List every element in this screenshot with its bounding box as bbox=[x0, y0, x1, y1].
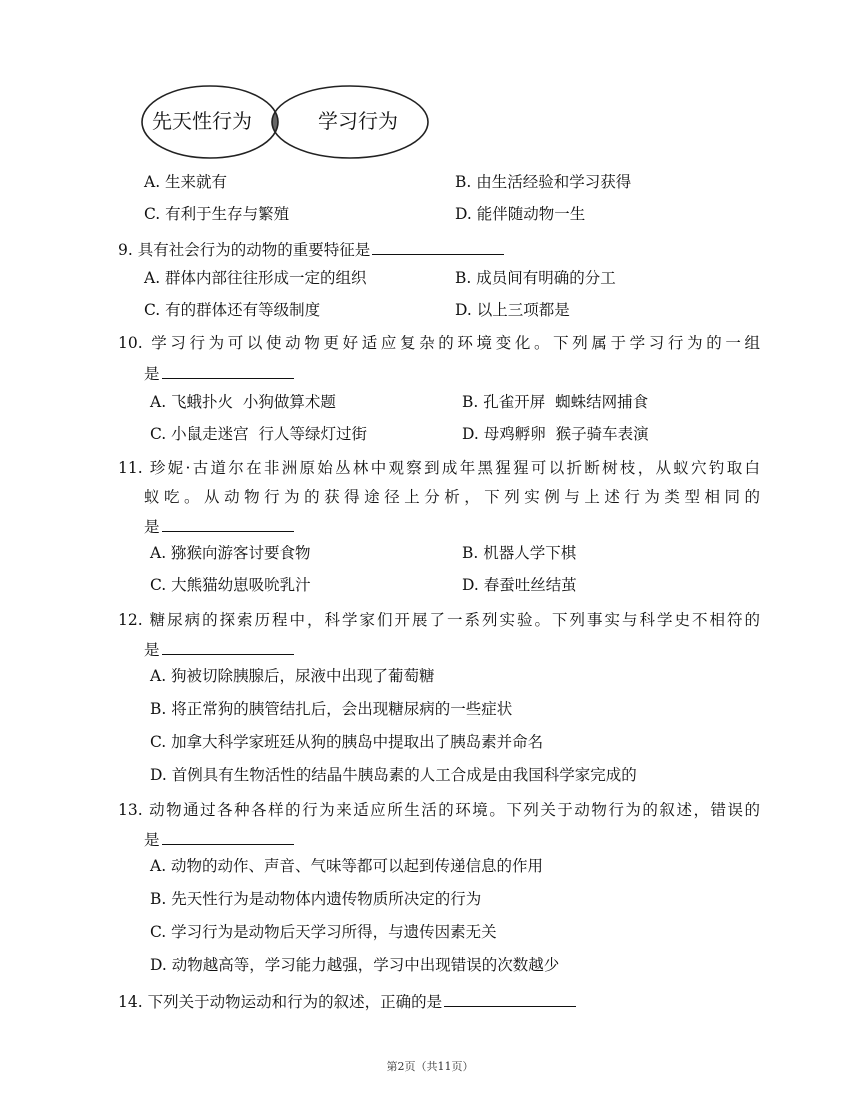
q11-stem-text: 是 bbox=[144, 518, 160, 536]
q8-option-b[interactable]: B. 由生活经验和学习获得 bbox=[455, 173, 632, 191]
q12-option-d[interactable]: D. 首例具有生物活性的结晶牛胰岛素的人工合成是由我国科学家完成的 bbox=[150, 766, 637, 784]
q11-answer-blank[interactable] bbox=[162, 515, 294, 532]
q9-option-b[interactable]: B. 成员间有明确的分工 bbox=[455, 269, 616, 287]
q13-option-a[interactable]: A. 动物的动作、声音、气味等都可以起到传递信息的作用 bbox=[150, 857, 544, 875]
q11-option-a[interactable]: A. 猕猴向游客讨要食物 bbox=[150, 544, 311, 562]
q10-stem-text: 是 bbox=[144, 365, 160, 383]
q9-option-d[interactable]: D. 以上三项都是 bbox=[455, 301, 570, 319]
q12-option-b[interactable]: B. 将正常狗的胰管结扎后，会出现糖尿病的一些症状 bbox=[150, 700, 513, 718]
q13-answer-blank[interactable] bbox=[162, 828, 294, 845]
q14-stem bbox=[118, 990, 576, 1012]
q11-stem-line3 bbox=[144, 515, 294, 537]
q12-option-c[interactable]: C. 加拿大科学家班廷从狗的胰岛中提取出了胰岛素并命名 bbox=[150, 733, 544, 751]
q12-stem-line2 bbox=[144, 638, 294, 660]
q13-option-c[interactable]: C. 学习行为是动物后天学习所得，与遗传因素无关 bbox=[150, 923, 497, 941]
q10-option-d[interactable]: D. 母鸡孵卵 猴子骑车表演 bbox=[462, 425, 649, 443]
q9-option-c[interactable]: C. 有的群体还有等级制度 bbox=[144, 301, 321, 319]
q11-stem-line2: 蚁吃。从动物行为的获得途径上分析，下列实例与上述行为类型相同的 bbox=[144, 488, 760, 506]
q11-stem-line1: 11. 珍妮·古道尔在非洲原始丛林中观察到成年黑猩猩可以折断树枝，从蚁穴钓取白 bbox=[118, 459, 760, 477]
q10-option-a[interactable]: A. 飞蛾扑火 小狗做算术题 bbox=[150, 393, 336, 411]
q13-option-b[interactable]: B. 先天性行为是动物体内遗传物质所决定的行为 bbox=[150, 890, 482, 908]
q12-stem-line1: 12. 糖尿病的探索历程中，科学家们开展了一系列实验。下列事实与科学史不相符的 bbox=[118, 611, 760, 629]
q12-stem-text: 是 bbox=[144, 641, 160, 659]
q10-answer-blank[interactable] bbox=[162, 362, 294, 379]
q12-answer-blank[interactable] bbox=[162, 638, 294, 655]
q8-option-a[interactable]: A. 生来就有 bbox=[144, 173, 228, 191]
q13-option-d[interactable]: D. 动物越高等，学习能力越强，学习中出现错误的次数越少 bbox=[150, 956, 560, 974]
q9-stem-text: 9. 具有社会行为的动物的重要特征是 bbox=[118, 241, 371, 259]
venn-right-label: 学习行为 bbox=[318, 109, 398, 133]
q14-answer-blank[interactable] bbox=[444, 990, 576, 1007]
page-footer: 第2页（共11页） bbox=[386, 1060, 474, 1073]
q8-option-d[interactable]: D. 能伴随动物一生 bbox=[455, 205, 586, 223]
q9-option-a[interactable]: A. 群体内部往往形成一定的组织 bbox=[144, 269, 367, 287]
q13-stem-line1: 13. 动物通过各种各样的行为来适应所生活的环境。下列关于动物行为的叙述，错误的 bbox=[118, 801, 760, 819]
q10-option-b[interactable]: B. 孔雀开屏 蜘蛛结网捕食 bbox=[462, 393, 649, 411]
q8-option-c[interactable]: C. 有利于生存与繁殖 bbox=[144, 205, 290, 223]
q14-stem-text: 14. 下列关于动物运动和行为的叙述，正确的是 bbox=[118, 993, 443, 1011]
q11-option-c[interactable]: C. 大熊猫幼崽吸吮乳汁 bbox=[150, 576, 311, 594]
venn-left-label: 先天性行为 bbox=[152, 109, 252, 133]
q11-option-d[interactable]: D. 春蚕吐丝结茧 bbox=[462, 576, 577, 594]
q13-stem-line2 bbox=[144, 828, 294, 850]
q9-answer-blank[interactable] bbox=[372, 238, 504, 255]
q11-option-b[interactable]: B. 机器人学下棋 bbox=[462, 544, 577, 562]
q9-stem bbox=[118, 238, 504, 260]
q10-stem-line1: 10. 学习行为可以使动物更好适应复杂的环境变化。下列属于学习行为的一组 bbox=[118, 334, 760, 352]
q10-stem-line2 bbox=[144, 362, 294, 384]
q12-option-a[interactable]: A. 狗被切除胰腺后，尿液中出现了葡萄糖 bbox=[150, 667, 435, 685]
q10-option-c[interactable]: C. 小鼠走迷宫 行人等绿灯过街 bbox=[150, 425, 368, 443]
q13-stem-text: 是 bbox=[144, 831, 160, 849]
